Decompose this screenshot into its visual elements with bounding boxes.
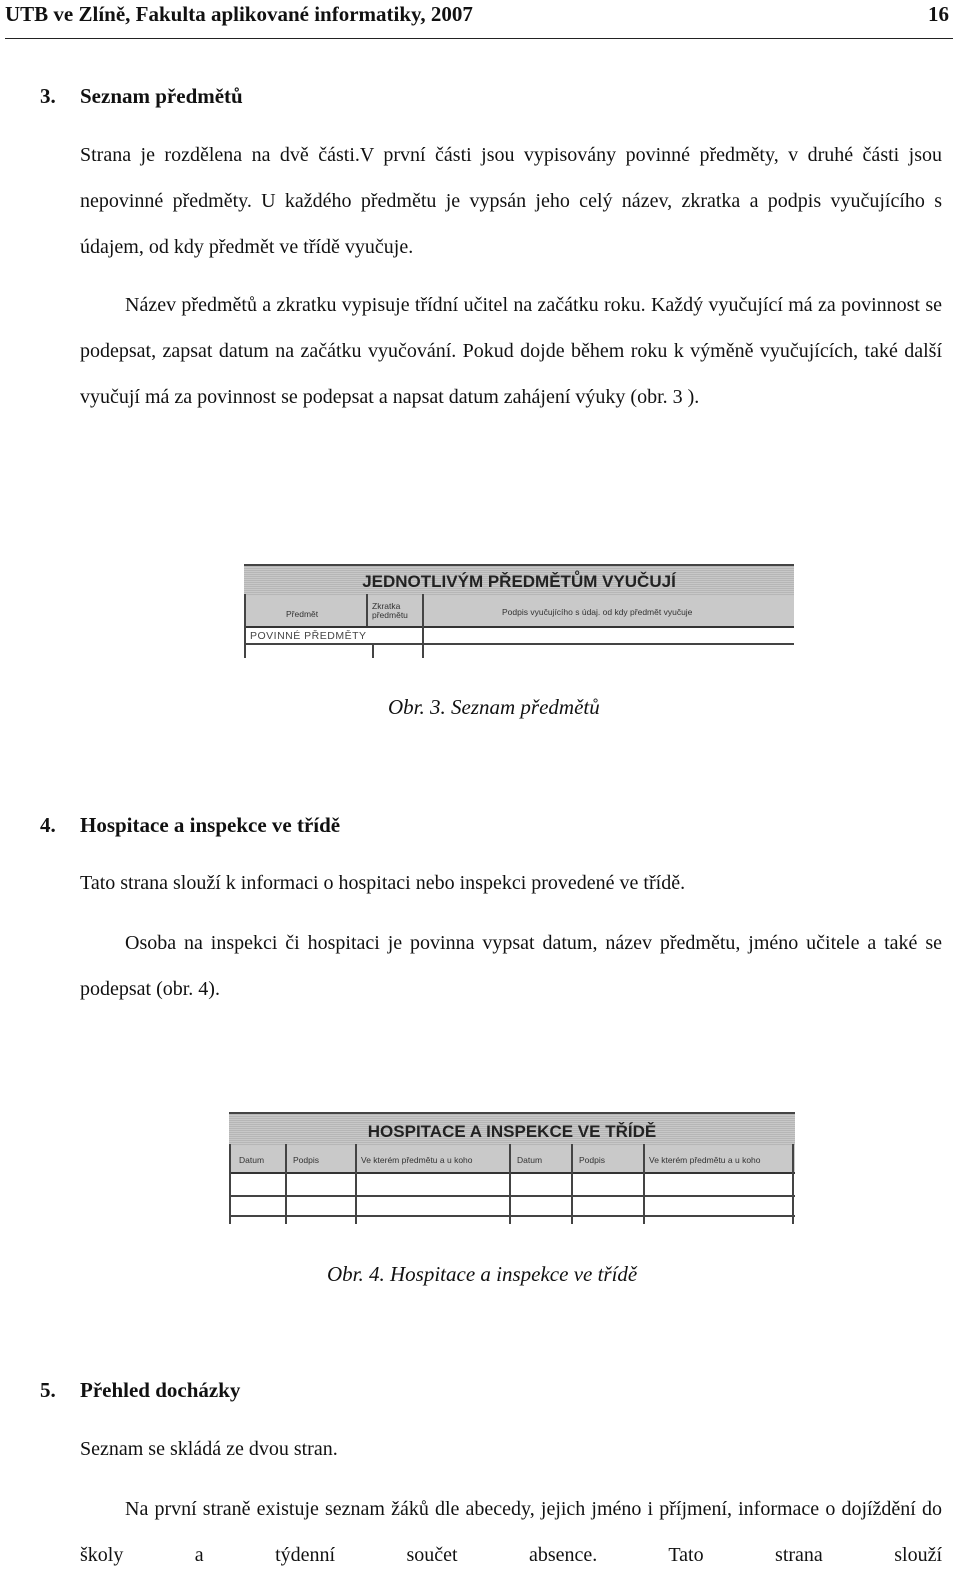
figure-inspection-table	[229, 1112, 795, 1224]
table-rule	[229, 1195, 795, 1197]
table-rule	[643, 1144, 645, 1224]
section-heading-3	[40, 84, 243, 109]
column-label: Zkratka předmětu	[372, 601, 408, 620]
page-number: 16	[928, 2, 949, 26]
column-label: Datum	[517, 1155, 543, 1165]
row-label: POVINNÉ PŘEDMĚTY	[250, 630, 367, 642]
column-label: Datum	[239, 1155, 265, 1165]
section-title: Hospitace a inspekce ve třídě	[80, 813, 341, 837]
section-heading-4	[40, 813, 340, 838]
paragraph: Osoba na inspekci či hospitaci je povinna vypsat datum, název předmětu, jméno učitele a také se podepsat (obr. 4).	[80, 932, 942, 1000]
figure-column-header	[229, 1146, 795, 1174]
column-label: Předmět	[286, 609, 319, 619]
paragraph: Název předmětů a zkratku vypisuje třídní učitel na začátku roku. Každý vyučující má za povinnost se podepsat, zapsat datum na začátku vyučování. Pokud dojde během roku k výměně vyučujících, také další vyučují má za povinnost se podepsat a napsat datum zahájení výuky (obr. 3 ).	[80, 294, 942, 408]
column-label: Ve kterém předmětu a u koho	[649, 1155, 761, 1165]
figure-subject-list	[244, 564, 794, 658]
paragraph: Na první straně existuje seznam žáků dle abecedy, jejich jméno i příjmení, informace o dojíždění do školy a týdenní součet absence. Tato strana slouží	[80, 1498, 942, 1566]
table-rule	[372, 644, 374, 658]
column-label: Podpis	[293, 1155, 319, 1165]
figure-title-bar	[229, 1112, 795, 1146]
figure-title: JEDNOTLIVÝM PŘEDMĚTŮM VYUČUJÍ	[362, 572, 676, 591]
table-rule	[355, 1144, 357, 1224]
running-header	[5, 0, 953, 39]
figure-column-header	[244, 596, 794, 628]
table-rule	[229, 1215, 795, 1217]
section-number: 3.	[40, 84, 56, 108]
section-number: 5.	[40, 1378, 56, 1402]
section-title: Seznam předmětů	[80, 84, 243, 108]
table-rule	[285, 1144, 287, 1224]
figure-caption: Obr. 4. Hospitace a inspekce ve třídě	[327, 1262, 638, 1286]
column-label: Podpis vyučujícího s údaj. od kdy předmět vyučuje	[502, 607, 693, 617]
table-rule	[422, 594, 424, 658]
table-rule	[571, 1144, 573, 1224]
section-number: 4.	[40, 813, 56, 837]
table-rule	[792, 1144, 794, 1224]
paragraph: Seznam se skládá ze dvou stran.	[80, 1438, 338, 1460]
paragraph: Tato strana slouží k informaci o hospitaci nebo inspekci provedené ve třídě.	[80, 872, 686, 894]
table-rule	[244, 594, 246, 658]
figure-caption: Obr. 3. Seznam předmětů	[388, 695, 600, 719]
figure-title: HOSPITACE A INSPEKCE VE TŘÍDĚ	[367, 1122, 657, 1141]
paragraph: Strana je rozdělena na dvě části.V první části jsou vypisovány povinné předměty, v druhé části jsou nepovinné předměty. U každého předmětu je vypsán jeho celý název, zkratka a podpis vyučujícího s údajem, od kdy předmět ve třídě vyučuje.	[80, 144, 942, 258]
table-rule	[229, 1144, 231, 1224]
table-rule	[366, 594, 368, 626]
column-label: Ve kterém předmětu a u koho	[361, 1155, 473, 1165]
header-title: UTB ve Zlíně, Fakulta aplikované informatiky, 2007	[5, 2, 473, 26]
column-label: Podpis	[579, 1155, 605, 1165]
table-rule	[244, 643, 794, 645]
figure-title-bar	[244, 564, 794, 596]
section-heading-5	[40, 1378, 240, 1403]
table-rule	[509, 1144, 511, 1224]
section-title: Přehled docházky	[80, 1378, 241, 1402]
